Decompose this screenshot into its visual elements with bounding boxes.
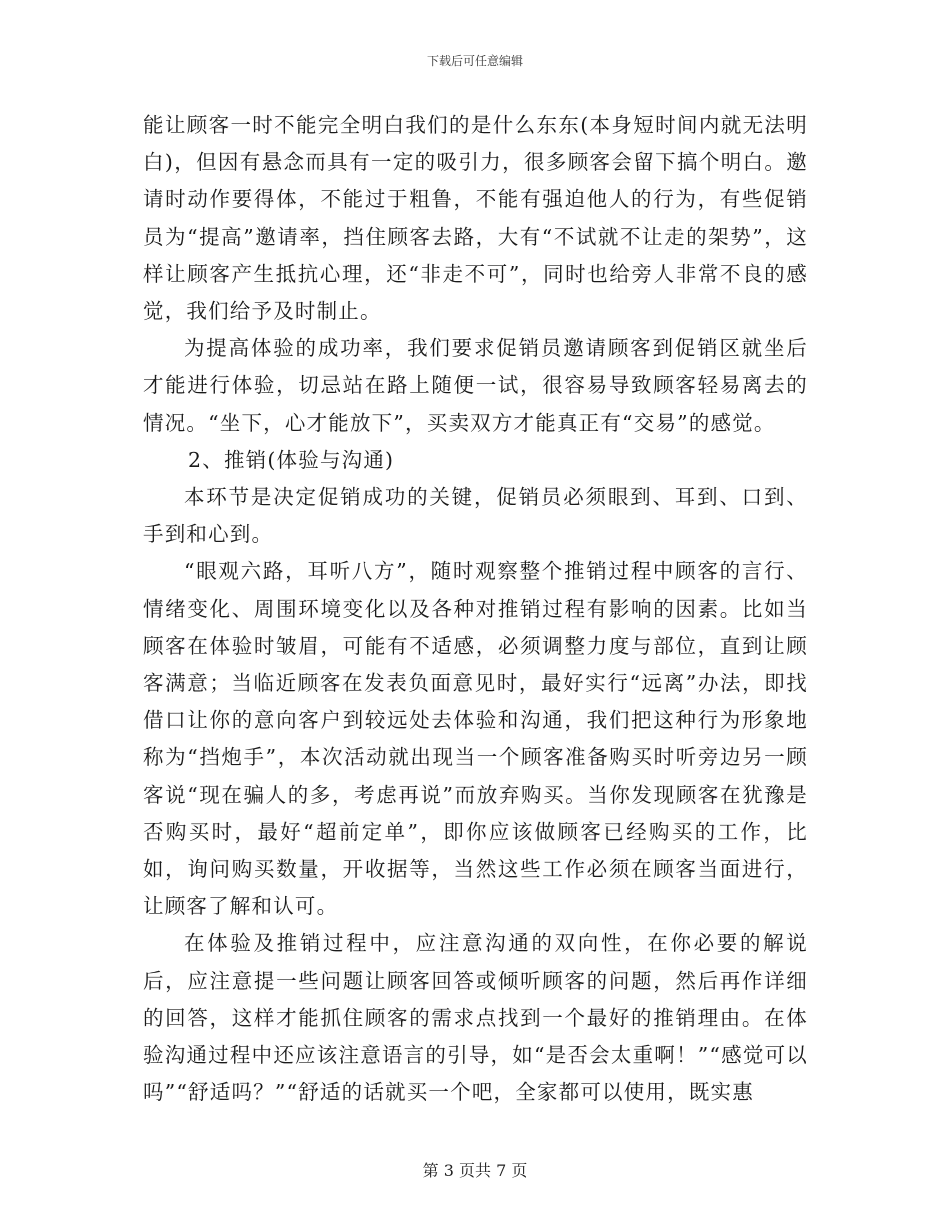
paragraph-continuation: 能让顾客一时不能完全明白我们的是什么东东(本身短时间内就无法明白)，但因有悬念而具有一定的吸引力，很多顾客会留下搞个明白。邀请时动作要得体，不能过于粗鲁，不能有强迫他人的行为，有些促销员为“提高”邀请率，挡住顾客去路，大有“不试就不让走的架势”，这样让顾客产生抵抗心理，还“非走不可”，同时也给旁人非常不良的感觉，我们给予及时制止。 — [143, 113, 808, 324]
document-body — [143, 107, 808, 1111]
paragraph: “眼观六路，耳听八方”，随时观察整个推销过程中顾客的言行、情绪变化、周围环境变化以及各种对推销过程有影响的因素。比如当顾客在体验时皱眉，可能有不适感，必须调整力度与部位，直到让顾客满意；当临近顾客在发表负面意见时，最好实行“远离”办法，即找借口让你的意向客户到较远处去体验和沟通，我们把这种行为形象地称为“挡炮手”，本次活动就出现当一个顾客准备购买时听旁边另一顾客说“现在骗人的多，考虑再说”而放弃购买。当你发现顾客在犹豫是否购买时，最好“超前定单”，即你应该做顾客已经购买的工作，比如，询问购买数量，开收据等，当然这些工作必须在顾客当面进行，让顾客了解和认可。 — [143, 559, 808, 919]
paragraph: 本环节是决定促销成功的关键，促销员必须眼到、耳到、口到、手到和心到。 — [143, 485, 808, 547]
page-footer: 第 3 页共 7 页 — [422, 1161, 528, 1180]
section-heading: 2、推销(体验与沟通) — [188, 447, 395, 472]
page-header: 下载后可任意编辑 — [426, 54, 523, 68]
paragraph: 为提高体验的成功率，我们要求促销员邀请顾客到促销区就坐后才能进行体验，切忌站在路上随便一试，很容易导致顾客轻易离去的情况。“坐下，心才能放下”，买卖双方才能真正有“交易”的感觉。 — [143, 336, 808, 435]
paragraph: 在体验及推销过程中，应注意沟通的双向性，在你必要的解说后，应注意提一些问题让顾客回答或倾听顾客的问题，然后再作详细的回答，这样才能抓住顾客的需求点找到一个最好的推销理由。在体验沟通过程中还应该注意语言的引导，如“是否会太重啊！”“感觉可以吗”“舒适吗？”“舒适的话就买一个吧，全家都可以使用，既实惠 — [143, 931, 808, 1105]
